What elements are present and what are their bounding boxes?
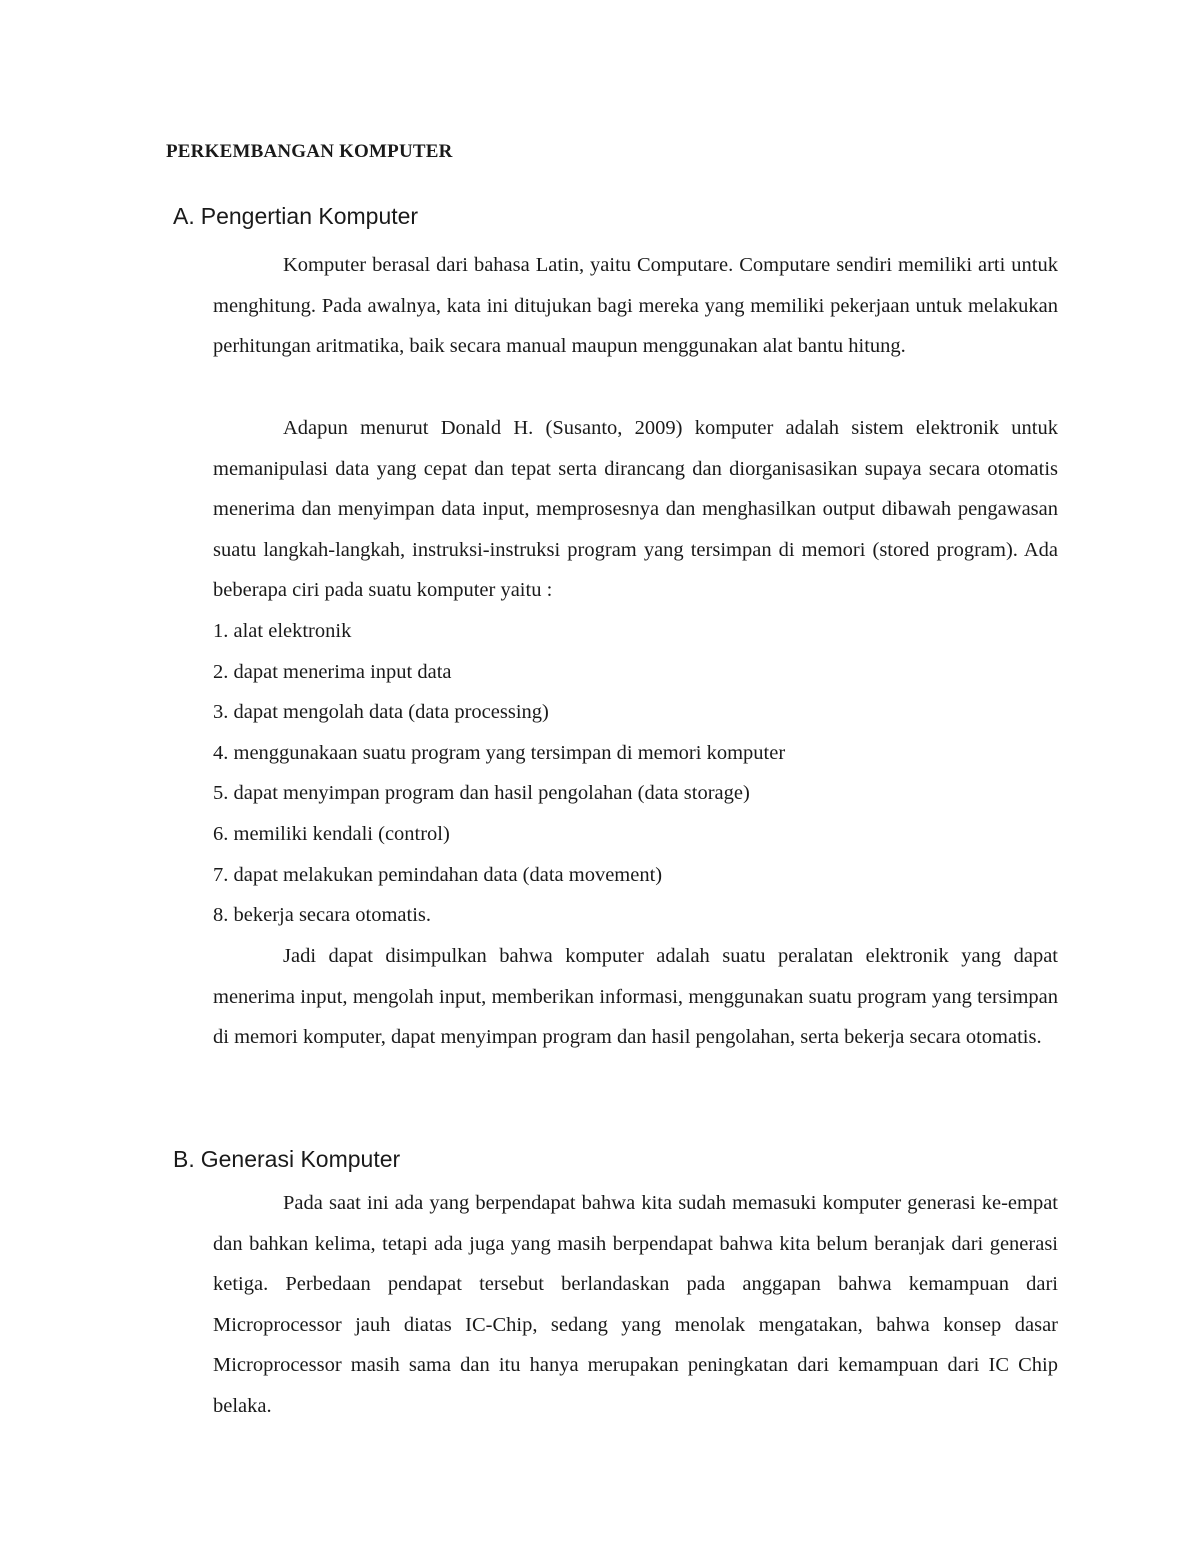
list-item: 2. dapat menerima input data <box>213 660 452 683</box>
list-item: 8. bekerja secara otomatis. <box>213 904 432 927</box>
list-item: 4. menggunakaan suatu program yang tersimpan di memori komputer <box>213 741 786 764</box>
section-b-title: Generasi Komputer <box>200 1146 401 1172</box>
list-item: 5. dapat menyimpan program dan hasil pengolahan (data storage) <box>213 782 750 805</box>
list-item: 1. alat elektronik <box>213 620 352 642</box>
computer-characteristics-list <box>213 611 785 936</box>
section-a-letter: A. <box>173 203 195 229</box>
section-a-paragraph-2: Adapun menurut Donald H. (Susanto, 2009) komputer adalah sistem elektronik untuk memanipulasi data yang cepat dan tepat serta dirancang dan diorganisasikan supaya secara otomatis menerima dan menyimpan data input, memprosesnya dan menghasilkan output dibawah pengawasan suatu langkah-langkah, instruksi-instruksi program yang tersimpan di memori (stored program). Ada beberapa ciri pada suatu komputer yaitu : <box>213 417 1058 602</box>
section-b-paragraph-1: Pada saat ini ada yang berpendapat bahwa kita sudah memasuki komputer generasi ke-empat dan bahkan kelima, tetapi ada juga yang masih berpendapat bahwa kita belum beranjak dari generasi ketiga. Perbedaan pendapat tersebut berlandaskan pada anggapan bahwa kemampuan dari Microprocessor jauh diatas IC-Chip, sedang yang menolak mengatakan, bahwa konsep dasar Microprocessor masih sama dan itu hanya merupakan peningkatan dari kemampuan dari IC Chip belaka. <box>213 1192 1058 1417</box>
section-a-paragraph-3: Jadi dapat disimpulkan bahwa komputer adalah suatu peralatan elektronik yang dapat menerima input, mengolah input, memberikan informasi, menggunakan suatu program yang tersimpan di memori komputer, dapat menyimpan program dan hasil pengolahan, serta bekerja secara otomatis. <box>213 945 1058 1049</box>
list-item: 3. dapat mengolah data (data processing) <box>213 701 549 724</box>
section-b-heading <box>173 1146 400 1173</box>
list-item: 7. dapat melakukan pemindahan data (data movement) <box>213 863 663 886</box>
section-a-title: Pengertian Komputer <box>200 203 419 229</box>
list-item: 6. memiliki kendali (control) <box>213 822 450 845</box>
section-a-paragraph-1: Komputer berasal dari bahasa Latin, yaitu Computare. Computare sendiri memiliki arti untuk menghitung. Pada awalnya, kata ini ditujukan bagi mereka yang memiliki pekerjaan untuk melakukan perhitungan aritmatika, baik secara manual maupun menggunakan alat bantu hitung. <box>213 254 1058 358</box>
document-title: PERKEMBANGAN KOMPUTER <box>166 141 453 162</box>
section-b-letter: B. <box>173 1146 195 1172</box>
section-a-heading <box>173 203 418 230</box>
